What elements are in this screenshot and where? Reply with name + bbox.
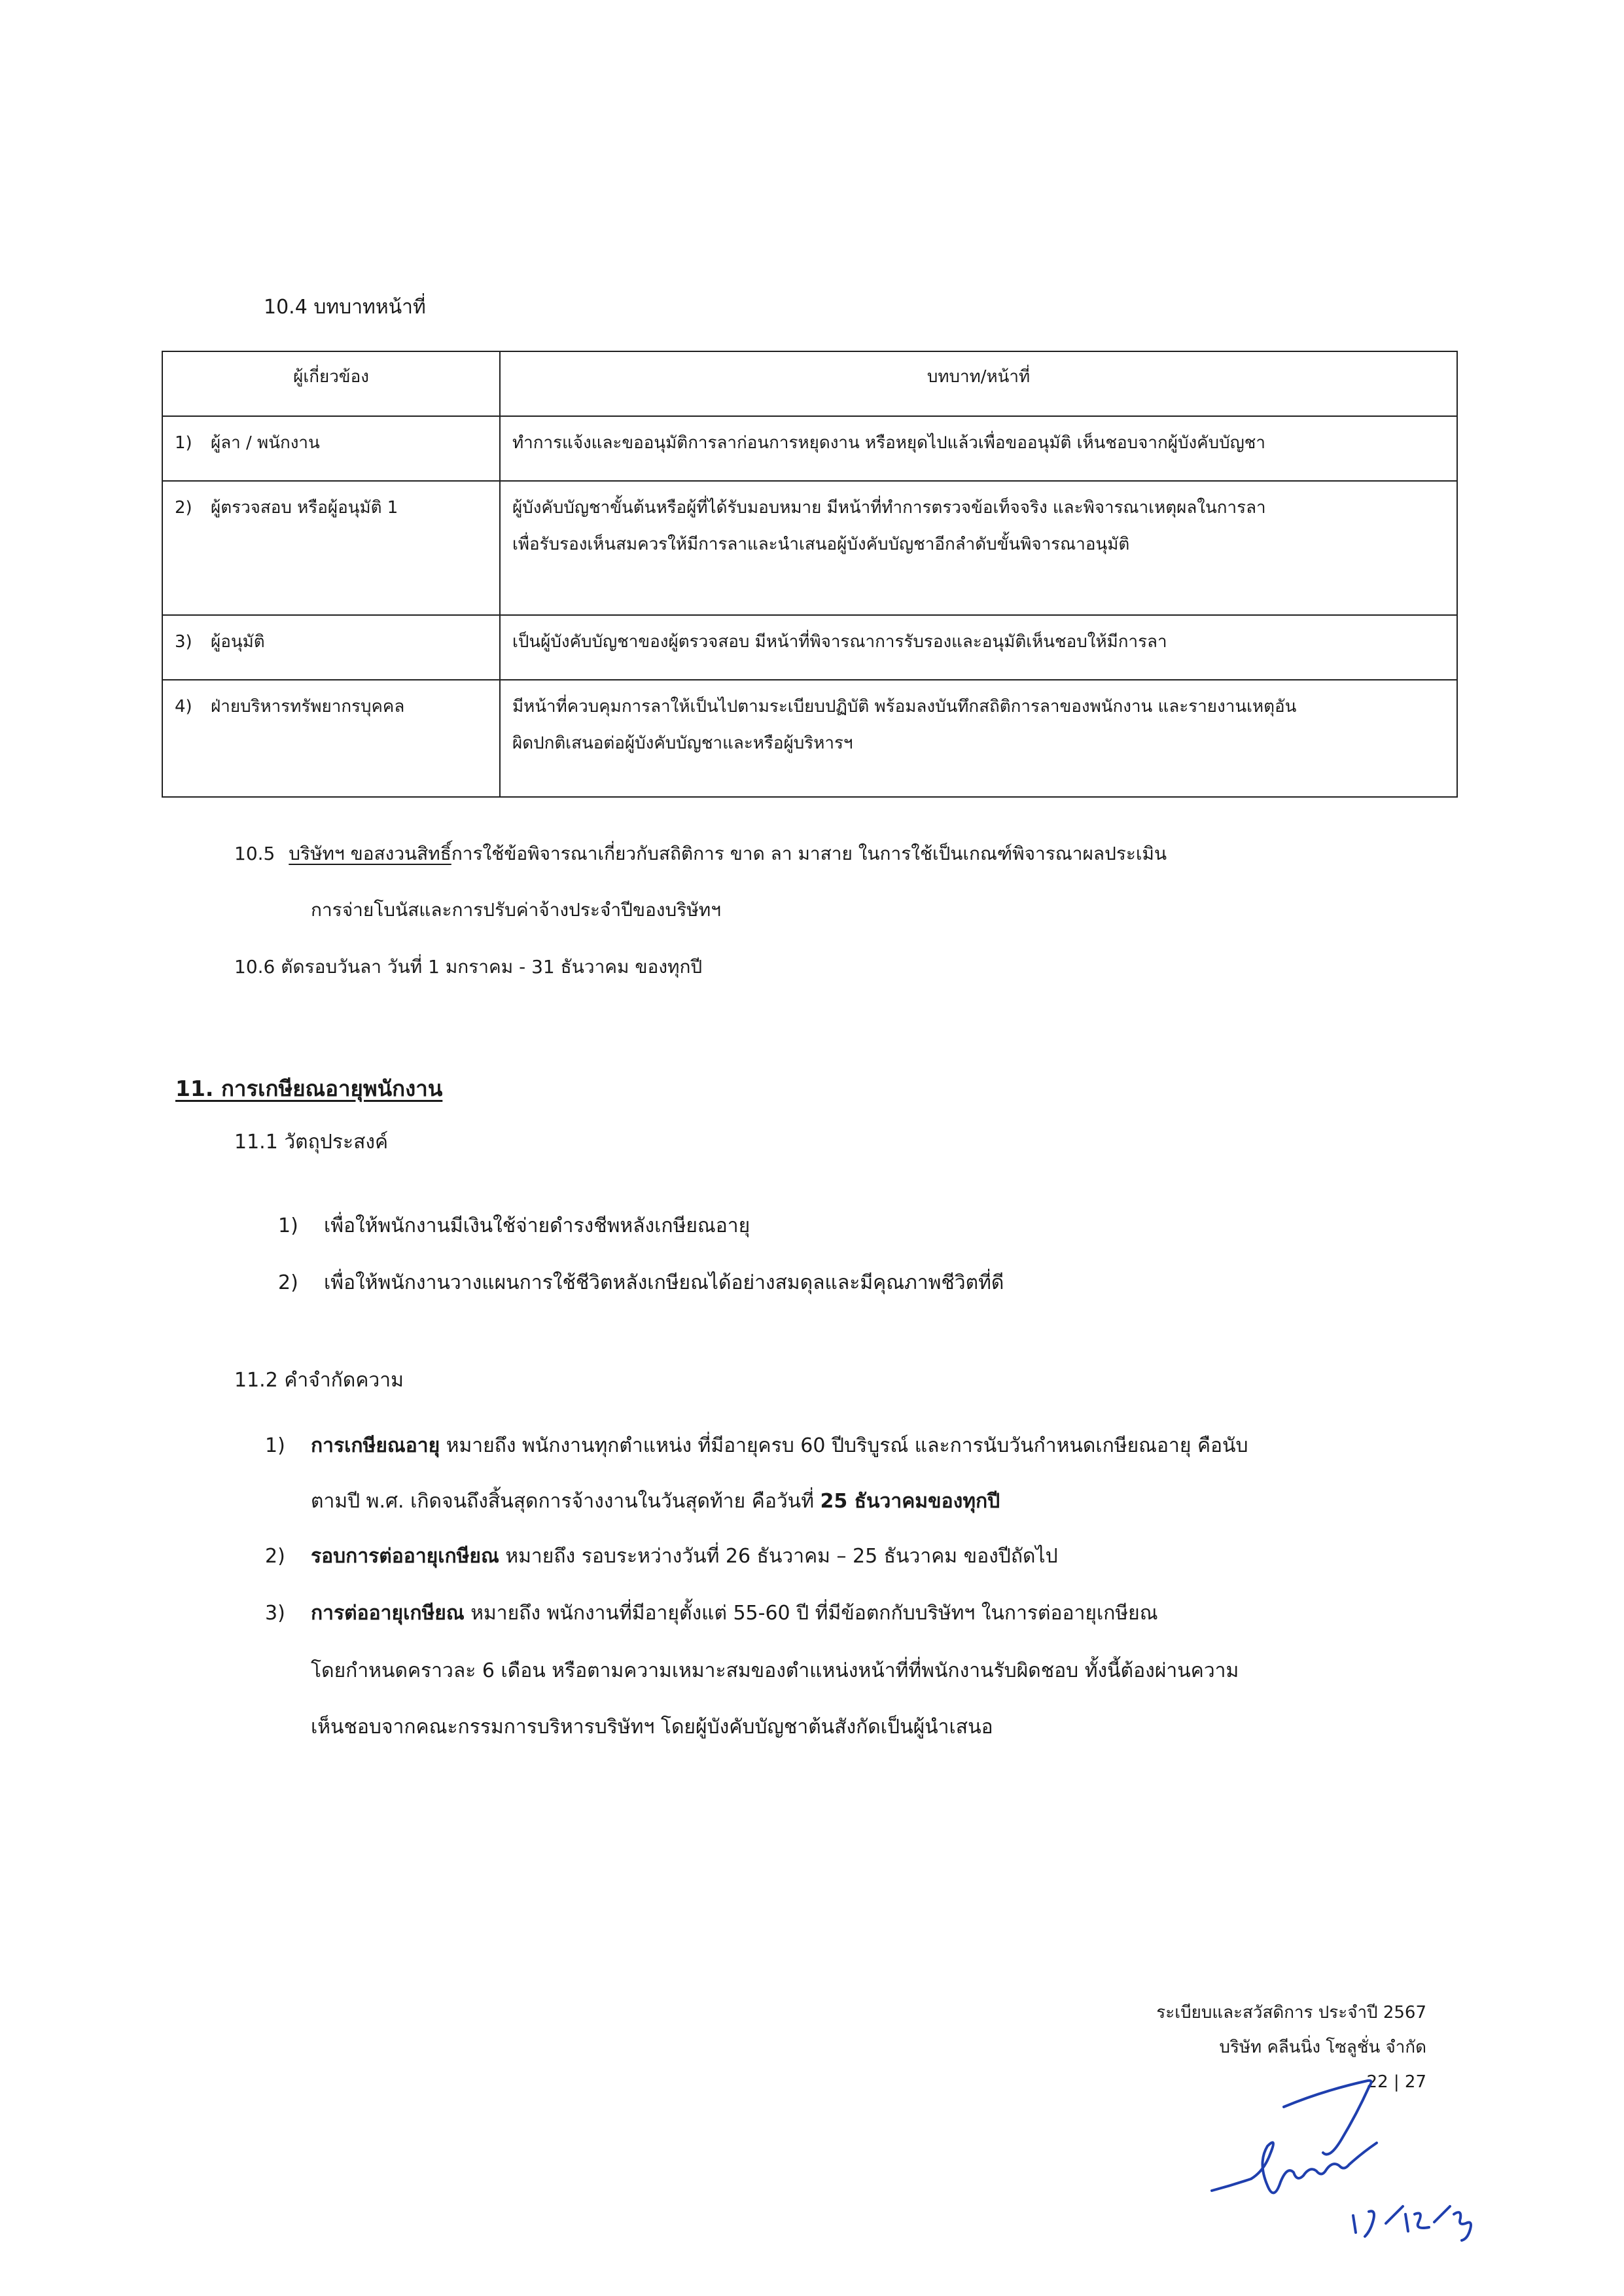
table-cell-duty [500, 481, 1457, 615]
list-text: เพื่อให้พนักงานมีเงินใช้จ่ายดำรงชีพหลังเกษียณอายุ [324, 1214, 750, 1237]
roles-table [162, 351, 1458, 798]
row-role: ผู้ลา / พนักงาน [211, 433, 320, 453]
list-number: 1) [265, 1434, 285, 1457]
table-cell-stakeholder [162, 416, 500, 481]
section-10-4-title: 10.4 บทบาทหน้าที่ [264, 296, 426, 319]
retirement-date: 25 ธันวาคมของทุกปี [820, 1490, 1000, 1513]
definition-text: หมายถึง พนักงานที่มีอายุตั้งแต่ 55-60 ปี ที่มีข้อตกกับบริษัทฯ ในการต่ออายุเกษียณ [464, 1602, 1158, 1625]
objective-item [278, 1267, 1004, 1298]
row-number: 3) [175, 632, 192, 652]
table-row [162, 615, 1457, 680]
duty-line: ทำการแจ้งและขออนุมัติการลาก่อนการหยุดงาน หรือหยุดไปแล้วเพื่อขออนุมัติ เห็นชอบจากผู้บังคับบัญชา [512, 433, 1265, 453]
section-10-5-number: 10.5 [234, 843, 275, 864]
table-cell-duty [500, 615, 1457, 680]
table-cell-stakeholder [162, 615, 500, 680]
section-10-5-text: การใช้ข้อพิจารณาเกี่ยวกับสถิติการ ขาด ลา มาสาย ในการใช้เป็นเกณฑ์พิจารณาผลประเมิน [451, 843, 1167, 864]
footer-company-name: บริษัท คลีนนิ่ง โซลูชั่น จำกัด [1219, 2038, 1426, 2057]
row-number: 4) [175, 697, 192, 716]
row-number: 2) [175, 498, 192, 518]
table-cell-duty [500, 680, 1457, 797]
list-text: เพื่อให้พนักงานวางแผนการใช้ชีวิตหลังเกษียณได้อย่างสมดุลและมีคุณภาพชีวิตที่ดี [324, 1271, 1004, 1294]
definition-continuation [311, 1486, 1000, 1517]
section-10-5-line2: การจ่ายโบนัสและการปรับค่าจ้างประจำปีของบริษัทฯ [311, 899, 721, 921]
footer-regulation-title: ระเบียบและสวัสดิการ ประจำปี 2567 [1156, 2003, 1426, 2022]
list-number: 1) [278, 1214, 298, 1237]
section-10-6: 10.6 ตัดรอบวันลา วันที่ 1 มกราคม - 31 ธันวาคม ของทุกปี [234, 956, 703, 978]
section-11-2-title: 11.2 คำจำกัดความ [234, 1369, 404, 1392]
definition-continuation: โดยกำหนดคราวละ 6 เดือน หรือตามความเหมาะสมของตำแหน่งหน้าที่ที่พนักงานรับผิดชอบ ทั้งนี้ต้องผ่านความ [311, 1659, 1239, 1682]
table-row [162, 416, 1457, 481]
section-11-1-title: 11.1 วัตถุประสงค์ [234, 1131, 389, 1154]
duty-line: มีหน้าที่ควบคุมการลาให้เป็นไปตามระเบียบปฏิบัติ พร้อมลงบันทึกสถิติการลาของพนักงาน และรายงานเหตุอัน [512, 697, 1297, 716]
list-number: 2) [265, 1545, 285, 1568]
duty-line: ผู้บังคับบัญชาขั้นต้นหรือผู้ที่ได้รับมอบหมาย มีหน้าที่ทำการตรวจข้อเท็จจริง และพิจารณาเหตุผลในการลา [512, 498, 1266, 518]
row-role: ผู้อนุมัติ [211, 632, 265, 652]
list-number: 2) [278, 1271, 298, 1294]
definition-item [265, 1430, 1248, 1461]
definition-text: หมายถึง รอบระหว่างวันที่ 26 ธันวาคม – 25 ธันวาคม ของปีถัดไป [499, 1545, 1058, 1568]
table-cell-stakeholder [162, 481, 500, 615]
table-header-role: บทบาท/หน้าที่ [500, 351, 1457, 416]
signature-scribble [1205, 2055, 1493, 2251]
table-header-stakeholder: ผู้เกี่ยวข้อง [162, 351, 500, 416]
list-number: 3) [265, 1602, 285, 1625]
duty-line: เป็นผู้บังคับบัญชาของผู้ตรวจสอบ มีหน้าที่พิจารณาการรับรองและอนุมัติเห็นชอบให้มีการลา [512, 632, 1167, 652]
table-cell-duty [500, 416, 1457, 481]
definition-continuation: เห็นชอบจากคณะกรรมการบริหารบริษัทฯ โดยผู้บังคับบัญชาต้นสังกัดเป็นผู้นำเสนอ [311, 1716, 993, 1739]
section-10-5-reserved-rights: บริษัทฯ ขอสงวนสิทธิ์ [289, 843, 451, 864]
handwritten-signature [1205, 2055, 1493, 2253]
row-role: ผู้ตรวจสอบ หรือผู้อนุมัติ 1 [211, 498, 398, 518]
section-11-title: 11. การเกษียณอายุพนักงาน [175, 1076, 443, 1101]
duty-line: ผิดปกติเสนอต่อผู้บังคับบัญชาและหรือผู้บริหารฯ [512, 733, 853, 753]
table-header-row [162, 351, 1457, 416]
definition-term: การต่ออายุเกษียณ [311, 1602, 465, 1625]
row-role: ฝ่ายบริหารทรัพยากรบุคคล [211, 697, 405, 716]
section-10-5-line1 [234, 839, 1167, 868]
definition-item [265, 1598, 1158, 1629]
table-row [162, 680, 1457, 797]
page-number: 22 | 27 [1366, 2072, 1426, 2092]
table-row [162, 481, 1457, 615]
definition-text: หมายถึง พนักงานทุกตำแหน่ง ที่มีอายุครบ 60 ปีบริบูรณ์ และการนับวันกำหนดเกษียณอายุ คือนับ [440, 1434, 1248, 1457]
objective-item [278, 1210, 750, 1241]
table-cell-stakeholder [162, 680, 500, 797]
row-number: 1) [175, 433, 192, 453]
definition-term: การเกษียณอายุ [311, 1434, 440, 1457]
definition-item [265, 1541, 1058, 1572]
duty-line: เพื่อรับรองเห็นสมควรให้มีการลาและนำเสนอผู้บังคับบัญชาอีกลำดับขั้นพิจารณาอนุมัติ [512, 535, 1130, 554]
definition-term: รอบการต่ออายุเกษียณ [311, 1545, 499, 1568]
definition-text: ตามปี พ.ศ. เกิดจนถึงสิ้นสุดการจ้างงานในวันสุดท้าย คือวันที่ [311, 1490, 821, 1513]
